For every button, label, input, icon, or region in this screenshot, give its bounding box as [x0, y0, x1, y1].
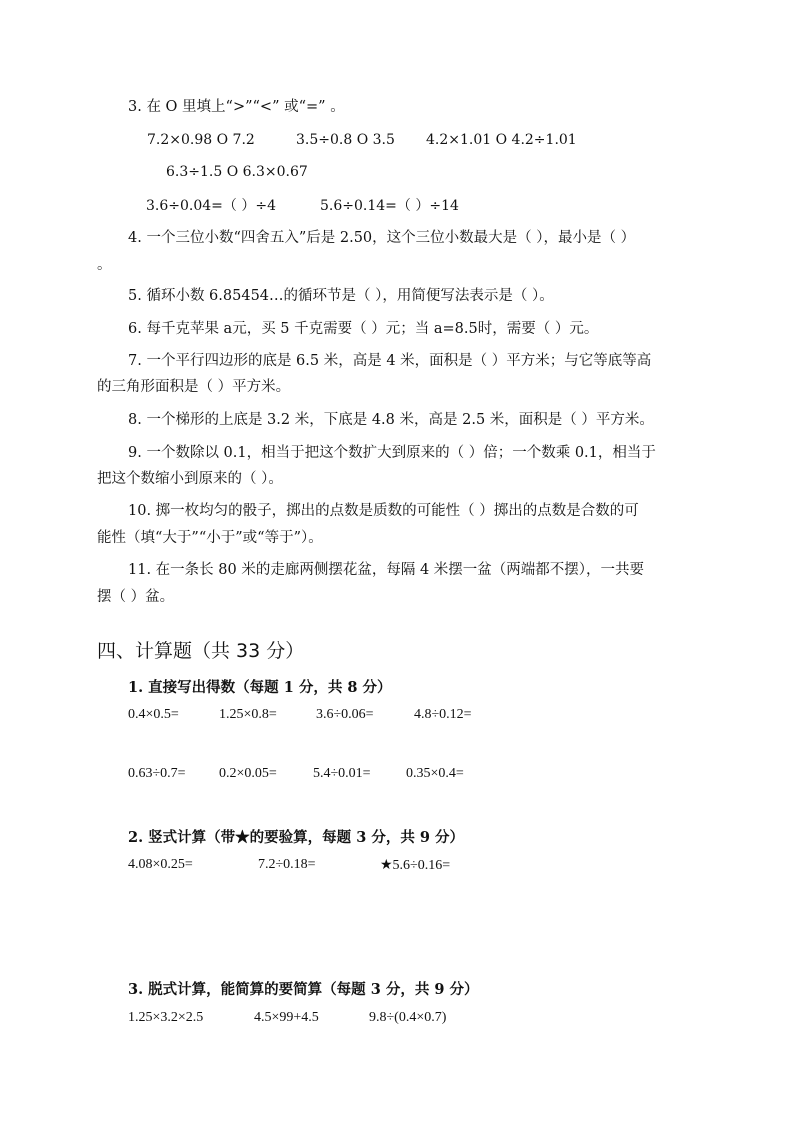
q3-item-3: 4.2×1.01 O 4.2÷1.01	[426, 132, 577, 148]
q3-text: 3. 在 O 里填上“>”“<” 或“=” 。	[128, 99, 345, 115]
q11-line2: 摆（ ）盆。	[97, 589, 175, 605]
q3-item-6: 5.6÷0.14=（ ）÷14	[320, 198, 459, 214]
q3-item-4: 6.3÷1.5 O 6.3×0.67	[166, 164, 308, 180]
q6-text: 6. 每千克苹果 a元，买 5 千克需要（ ）元；当 a=8.5时，需要（ ）元。	[128, 321, 599, 337]
part3-item-2: 4.5×99+4.5	[254, 1010, 319, 1025]
q4-line2: 。	[97, 257, 112, 273]
part1-r1-1: 0.4×0.5=	[128, 707, 179, 722]
q3-item-2: 3.5÷0.8 O 3.5	[296, 132, 395, 148]
part2-title: 2. 竖式计算（带★的要验算，每题 3 分，共 9 分）	[128, 829, 465, 846]
part1-r2-4: 0.35×0.4=	[406, 766, 464, 781]
part1-r2-2: 0.2×0.05=	[219, 766, 277, 781]
q10-line1: 10. 掷一枚均匀的骰子，掷出的点数是质数的可能性（ ）掷出的点数是合数的可	[128, 503, 639, 519]
q7-line1: 7. 一个平行四边形的底是 6.5 米，高是 4 米，面积是（ ）平方米；与它等底等高	[128, 353, 652, 369]
part3-title: 3. 脱式计算，能简算的要简算（每题 3 分，共 9 分）	[128, 981, 479, 998]
section4-title: 四、计算题（共 33 分）	[97, 640, 305, 662]
part1-r2-3: 5.4÷0.01=	[313, 766, 371, 781]
q4-line1: 4. 一个三位小数“四舍五入”后是 2.50，这个三位小数最大是（ ），最小是（ ）	[128, 230, 636, 246]
q3-item-1: 7.2×0.98 O 7.2	[147, 132, 255, 148]
part1-r1-4: 4.8÷0.12=	[414, 707, 472, 722]
part3-item-1: 1.25×3.2×2.5	[128, 1010, 204, 1025]
q9-line2: 把这个数缩小到原来的（ ）。	[97, 471, 283, 487]
q7-line2: 的三角形面积是（ ）平方米。	[97, 379, 291, 395]
part2-item-1: 4.08×0.25=	[128, 857, 193, 872]
part1-r1-2: 1.25×0.8=	[219, 707, 277, 722]
q10-line2: 能性（填“大于”“小于”或“等于”）。	[97, 530, 323, 546]
part1-r1-3: 3.6÷0.06=	[316, 707, 374, 722]
part1-r2-1: 0.63÷0.7=	[128, 766, 186, 781]
part2-item-3: ★5.6÷0.16=	[380, 858, 451, 873]
part2-item-2: 7.2÷0.18=	[258, 857, 316, 872]
part1-title: 1. 直接写出得数（每题 1 分，共 8 分）	[128, 679, 392, 696]
q11-line1: 11. 在一条长 80 米的走廊两侧摆花盆，每隔 4 米摆一盆（两端都不摆），一共要	[128, 562, 645, 578]
part3-item-3: 9.8÷(0.4×0.7)	[369, 1010, 447, 1025]
q9-line1: 9. 一个数除以 0.1，相当于把这个数扩大到原来的（ ）倍；一个数乘 0.1，相当于	[128, 445, 656, 461]
q8-text: 8. 一个梯形的上底是 3.2 米，下底是 4.8 米，高是 2.5 米，面积是（ ）平方米。	[128, 412, 654, 428]
q5-text: 5. 循环小数 6.85454…的循环节是（ ），用简便写法表示是（ ）。	[128, 288, 554, 304]
q3-item-5: 3.6÷0.04=（ ）÷4	[146, 198, 276, 214]
